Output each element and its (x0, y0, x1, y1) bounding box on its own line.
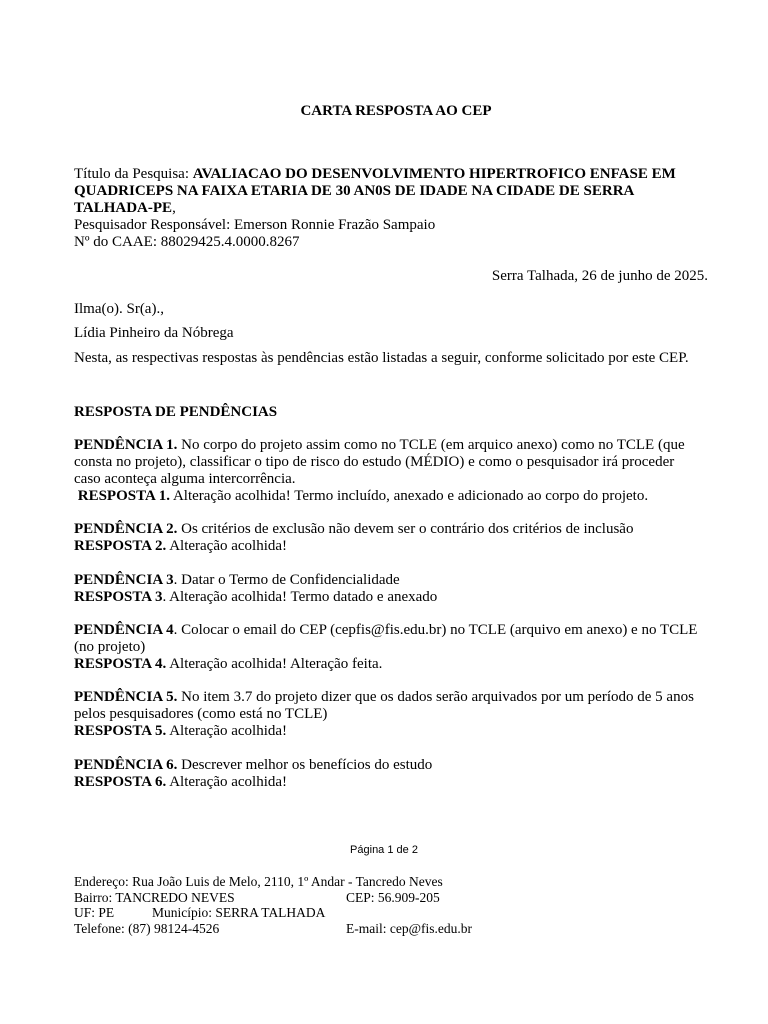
bairro-line (74, 890, 674, 906)
resposta-label: RESPOSTA 1. (77, 488, 170, 504)
researcher-name: Emerson Ronnie Frazão Sampaio (233, 217, 436, 233)
pendencia-line (74, 622, 718, 639)
pendencia-text: Descrever melhor os benefícios do estudo (181, 757, 433, 773)
pendencia-label: PENDÊNCIA 3 (74, 572, 174, 588)
research-title-line-2 (74, 183, 718, 200)
research-title-part-2: QUADRICEPS NA FAIXA ETARIA DE 30 AN0S DE IDADE NA CIDADE DE SERRA (74, 183, 635, 199)
address-line (74, 874, 674, 890)
resposta-label: RESPOSTA 6. (74, 774, 167, 790)
uf-line (74, 905, 674, 921)
caae-number: 88029425.4.0000.8267 (160, 234, 300, 250)
resposta-text: Alteração acolhida! Termo incluído, anexado e adicionado ao corpo do projeto. (172, 488, 649, 504)
research-title-line-1 (74, 166, 718, 183)
pendencia-text: . Datar o Termo de Confidencialidade (173, 572, 400, 588)
uf-text: UF: PE (74, 905, 115, 920)
email-text: E-mail: cep@fis.edu.br (346, 920, 473, 936)
cep-text: CEP: 56.909-205 (346, 889, 440, 905)
greeting: Ilma(o). Sr(a)., (74, 301, 164, 317)
recipient-name: Lídia Pinheiro da Nóbrega (74, 325, 234, 341)
resposta-text: Alteração acolhida! (169, 538, 288, 554)
pendencia-text: No corpo do projeto assim como no TCLE (em arquico anexo) como no TCLE (que (181, 437, 685, 453)
caae-line (74, 234, 718, 251)
pendencia-line: consta no projeto), classificar o tipo de risco do estudo (MÉDIO) e como o pesquisador irá proceder (74, 454, 675, 470)
resposta-label: RESPOSTA 4. (74, 656, 167, 672)
resposta-line (74, 538, 718, 555)
researcher-label: Pesquisador Responsável: (74, 217, 231, 233)
pendencia-label: PENDÊNCIA 1. (74, 437, 178, 453)
pendencia-line (74, 437, 718, 454)
researcher-line (74, 217, 718, 234)
pendencia-text: Os critérios de exclusão não devem ser o contrário dos critérios de inclusão (181, 521, 634, 537)
resposta-text: Alteração acolhida! (169, 723, 288, 739)
research-info (74, 166, 718, 251)
intro-text: Nesta, as respectivas respostas às pendências estão listadas a seguir, conforme solicitado por este CEP. (74, 350, 689, 366)
resposta-label: RESPOSTA 2. (74, 538, 167, 554)
pendencia-line (74, 521, 718, 538)
resposta-text: Alteração acolhida! Alteração feita. (169, 656, 383, 672)
pendencia-line (74, 757, 718, 774)
pendencia-line (74, 689, 718, 706)
pendencia-line: pelos pesquisadores (como está no TCLE) (74, 706, 328, 722)
research-title-part-1: AVALIACAO DO DESENVOLVIMENTO HIPERTROFICO ENFASE EM (192, 166, 676, 182)
research-title-line-3: TALHADA-PE, (74, 200, 176, 216)
resposta-line (74, 488, 718, 505)
pendencia-block-6 (74, 757, 718, 791)
resposta-text: Alteração acolhida! (169, 774, 288, 790)
footer-address (74, 874, 674, 936)
pendencia-block-1 (74, 437, 718, 505)
pendencia-line: caso aconteça alguma intercorrência. (74, 471, 296, 487)
page-title: CARTA RESPOSTA AO CEP (300, 103, 492, 119)
pendencia-text: . Colocar o email do CEP (cepfis@fis.edu.br) no TCLE (arquivo em anexo) e no TCLE (173, 622, 698, 638)
resposta-line (74, 589, 718, 606)
address-text: Endereço: Rua João Luis de Melo, 2110, 1º Andar - Tancredo Neves (74, 874, 443, 889)
pendencia-label: PENDÊNCIA 2. (74, 521, 178, 537)
pendencia-text: No item 3.7 do projeto dizer que os dados serão arquivados por um período de 5 anos (181, 689, 694, 705)
resposta-line (74, 774, 718, 791)
section-title: RESPOSTA DE PENDÊNCIAS (74, 404, 278, 420)
pendencia-block-2 (74, 521, 718, 555)
research-title-part-3: TALHADA-PE (74, 200, 173, 216)
pendencia-block-5 (74, 689, 718, 740)
telefone-line (74, 921, 674, 937)
pendencia-label: PENDÊNCIA 4 (74, 622, 174, 638)
pendencia-line (74, 572, 718, 589)
page-number: Página 1 de 2 (350, 844, 418, 856)
resposta-label: RESPOSTA 3 (74, 589, 163, 605)
letter-date: Serra Talhada, 26 de junho de 2025. (491, 268, 708, 284)
caae-label: Nº do CAAE: (74, 234, 157, 250)
pendencia-label: PENDÊNCIA 5. (74, 689, 178, 705)
resposta-line (74, 723, 718, 740)
pendencia-line: (no projeto) (74, 639, 146, 655)
resposta-label: RESPOSTA 5. (74, 723, 167, 739)
resposta-text: . Alteração acolhida! Termo datado e anexado (162, 589, 438, 605)
pendencia-block-4 (74, 622, 718, 673)
pendencia-block-3 (74, 572, 718, 606)
municipio-text: Município: SERRA TALHADA (152, 905, 326, 920)
telefone-text: Telefone: (87) 98124-4526 (74, 920, 220, 936)
pendencia-label: PENDÊNCIA 6. (74, 757, 178, 773)
bairro-text: Bairro: TANCREDO NEVES (74, 889, 235, 905)
research-title-label: Título da Pesquisa: (74, 166, 189, 182)
resposta-line (74, 656, 718, 673)
